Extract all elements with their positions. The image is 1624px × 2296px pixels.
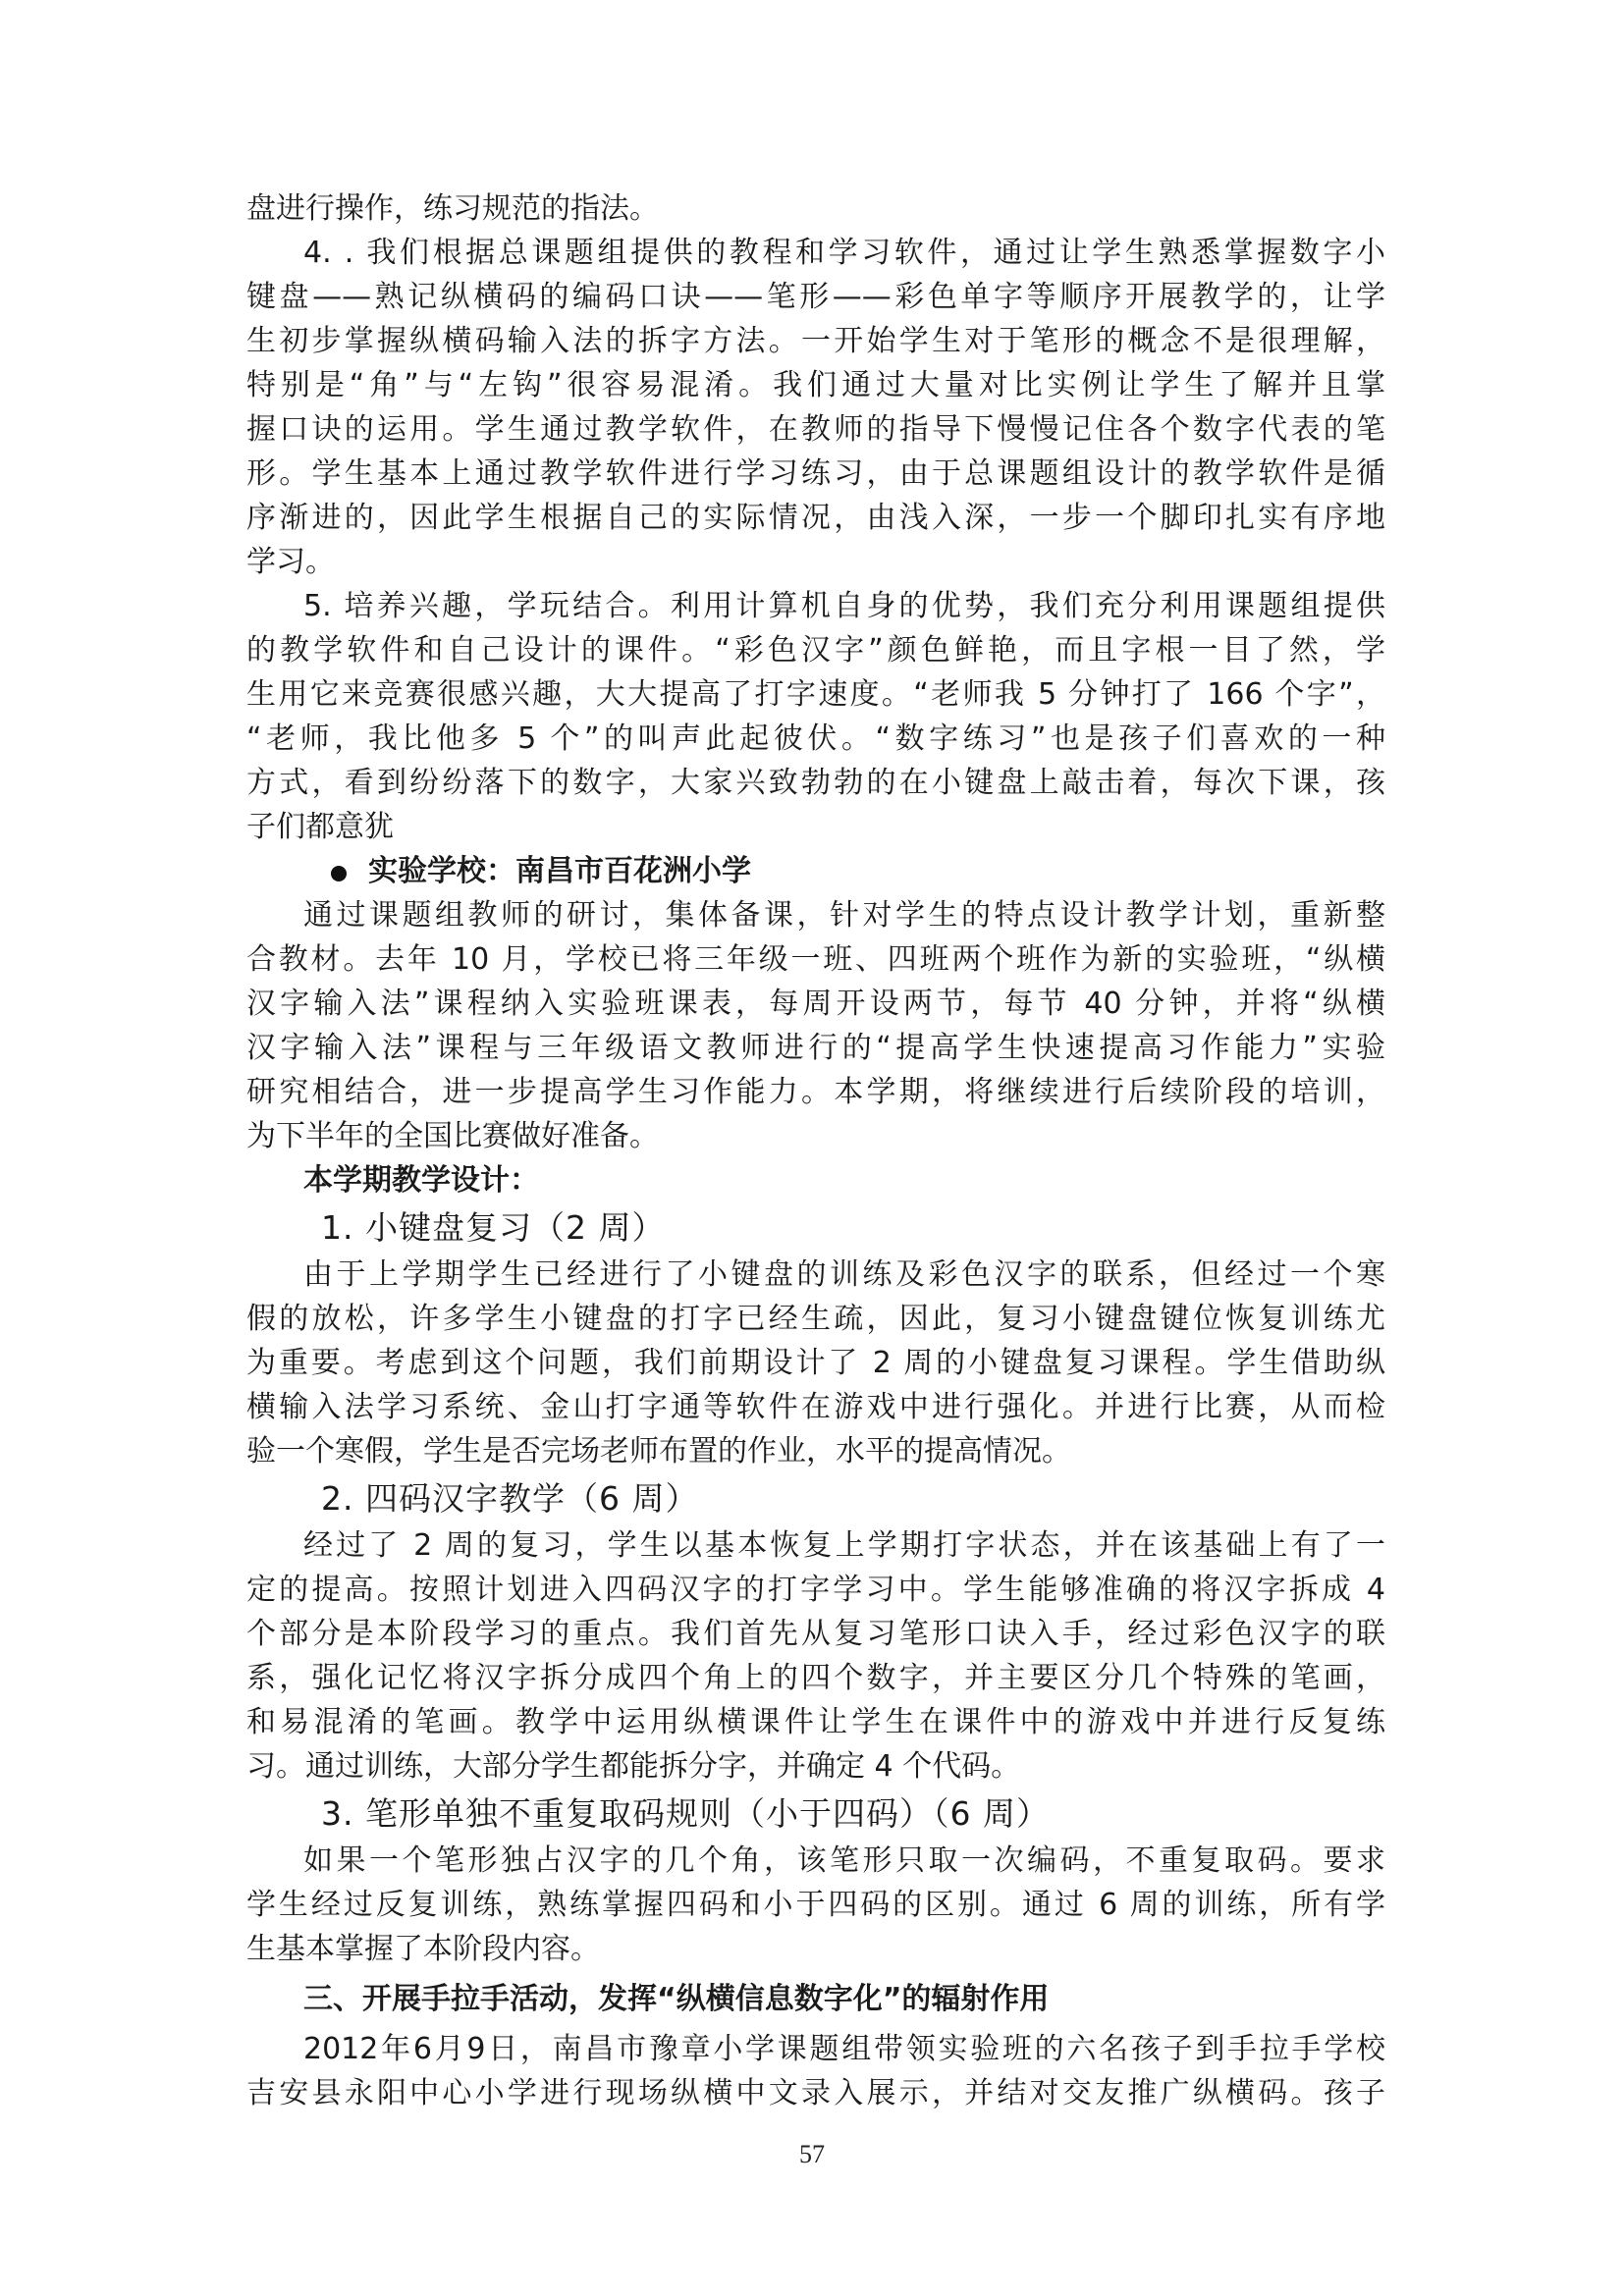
text-line: 研究相结合，进一步提高学生习作能力。本学期，将继续进行后续阶段的培训， [246, 1075, 1385, 1109]
text-line: 4. . 我们根据总课题组提供的教程和学习软件，通过让学生熟悉掌握数字小 [303, 236, 1385, 270]
bullet-icon [331, 866, 347, 881]
text-line: 学生经过反复训练，熟练掌握四码和小于四码的区别。通过 6 周的训练，所有学 [246, 1888, 1385, 1922]
text-line: 5. 培养兴趣，学玩结合。利用计算机自身的优势，我们充分利用课题组提供 [303, 589, 1385, 623]
text-line: 序渐进的，因此学生根据自己的实际情况，由浅入深，一步一个脚印扎实有序地 [246, 501, 1385, 535]
text-line: 握口诀的运用。学生通过教学软件，在教师的指导下慢慢记住各个数字代表的笔 [246, 412, 1385, 447]
text-line: 个部分是本阶段学习的重点。我们首先从复习笔形口诀入手，经过彩色汉字的联 [246, 1617, 1385, 1651]
text-line: 2012年6月9日，南昌市豫章小学课题组带领实验班的六名孩子到手拉手学校 [303, 2032, 1385, 2066]
text-line: 汉字输入法”课程与三年级语文教师进行的“提高学生快速提高习作能力”实验 [246, 1031, 1385, 1065]
text-line: 汉字输入法”课程纳入实验班课表，每周开设两节，每节 40 分钟，并将“纵横 [246, 987, 1385, 1021]
text-line: 经过了 2 周的复习，学生以基本恢复上学期打字状态，并在该基础上有了一 [303, 1528, 1385, 1563]
text-line: 特别是“角”与“左钩”很容易混淆。我们通过大量对比实例让学生了解并且掌 [246, 368, 1385, 402]
text-line: 生初步掌握纵横码输入法的拆字方法。一开始学生对于笔形的概念不是很理解， [246, 324, 1385, 358]
text-line: 为下半年的全国比赛做好准备。 [246, 1119, 659, 1153]
section-heading: 1. 小键盘复习（2 周） [321, 1208, 666, 1247]
text-line: 盘进行操作，练习规范的指法。 [246, 191, 659, 226]
school-heading-text: 实验学校：南昌市百花洲小学 [368, 854, 751, 888]
text-line: 方式，看到纷纷落下的数字，大家兴致勃勃的在小键盘上敲击着，每次下课，孩 [246, 766, 1385, 800]
text-line: 如果一个笔形独占汉字的几个角，该笔形只取一次编码，不重复取码。要求 [303, 1843, 1385, 1878]
text-line: 假的放松，许多学生小键盘的打字已经生疏，因此，复习小键盘键位恢复训练尤 [246, 1302, 1385, 1336]
text-line: 的教学软件和自己设计的课件。“彩色汉字”颜色鲜艳，而且字根一目了然，学 [246, 633, 1385, 667]
text-line: 系，强化记忆将汉字拆分成四个角上的四个数字，并主要区分几个特殊的笔画， [246, 1661, 1385, 1695]
text-line: 键盘——熟记纵横码的编码口诀——笔形——彩色单字等顺序开展教学的，让学 [246, 280, 1385, 314]
text-line: 由于上学期学生已经进行了小键盘的训练及彩色汉字的联系，但经过一个寒 [303, 1257, 1385, 1292]
text-line: 为重要。考虑到这个问题，我们前期设计了 2 周的小键盘复习课程。学生借助纵 [246, 1346, 1385, 1380]
text-line: 形。学生基本上通过教学软件进行学习练习，由于总课题组设计的教学软件是循 [246, 456, 1385, 491]
text-line: 定的提高。按照计划进入四码汉字的打字学习中。学生能够准确的将汉字拆成 4 [246, 1573, 1385, 1607]
subheading: 本学期教学设计： [303, 1163, 539, 1198]
text-line: 习。通过训练，大部分学生都能拆分字，并确定 4 个代码。 [246, 1749, 1021, 1784]
text-line: 横输入法学习系统、金山打字通等软件在游戏中进行强化。并进行比赛，从而检 [246, 1390, 1385, 1424]
text-line: 通过课题组教师的研讨，集体备课，针对学生的特点设计教学计划，重新整 [303, 898, 1385, 933]
text-line: 学习。 [246, 545, 335, 579]
school-heading [368, 849, 751, 893]
text-line: 合教材。去年 10 月，学校已将三年级一班、四班两个班作为新的实验班，“纵横 [246, 942, 1385, 977]
text-line: 生用它来竞赛很感兴趣，大大提高了打字速度。“老师我 5 分钟打了 166 个字”， [246, 677, 1385, 712]
text-line: 吉安县永阳中心小学进行现场纵横中文录入展示，并结对交友推广纵横码。孩子 [246, 2076, 1385, 2110]
text-line: 和易混淆的笔画。教学中运用纵横课件让学生在课件中的游戏中并进行反复练 [246, 1705, 1385, 1739]
text-line: “老师，我比他多 5 个”的叫声此起彼伏。“数字练习”也是孩子们喜欢的一种 [246, 721, 1385, 756]
section-three-heading: 三、开展手拉手活动，发挥“纵横信息数字化”的辐射作用 [303, 1982, 1050, 2016]
page-number: 57 [799, 2140, 825, 2168]
section-heading: 3. 笔形单独不重复取码规则（小于四码）（6 周） [321, 1794, 1050, 1833]
text-line: 子们都意犹 [246, 810, 394, 844]
text-line: 验一个寒假，学生是否完场老师布置的作业，水平的提高情况。 [246, 1434, 1071, 1468]
text-line: 生基本掌握了本阶段内容。 [246, 1932, 600, 1966]
section-heading: 2. 四码汉字教学（6 周） [321, 1479, 699, 1518]
